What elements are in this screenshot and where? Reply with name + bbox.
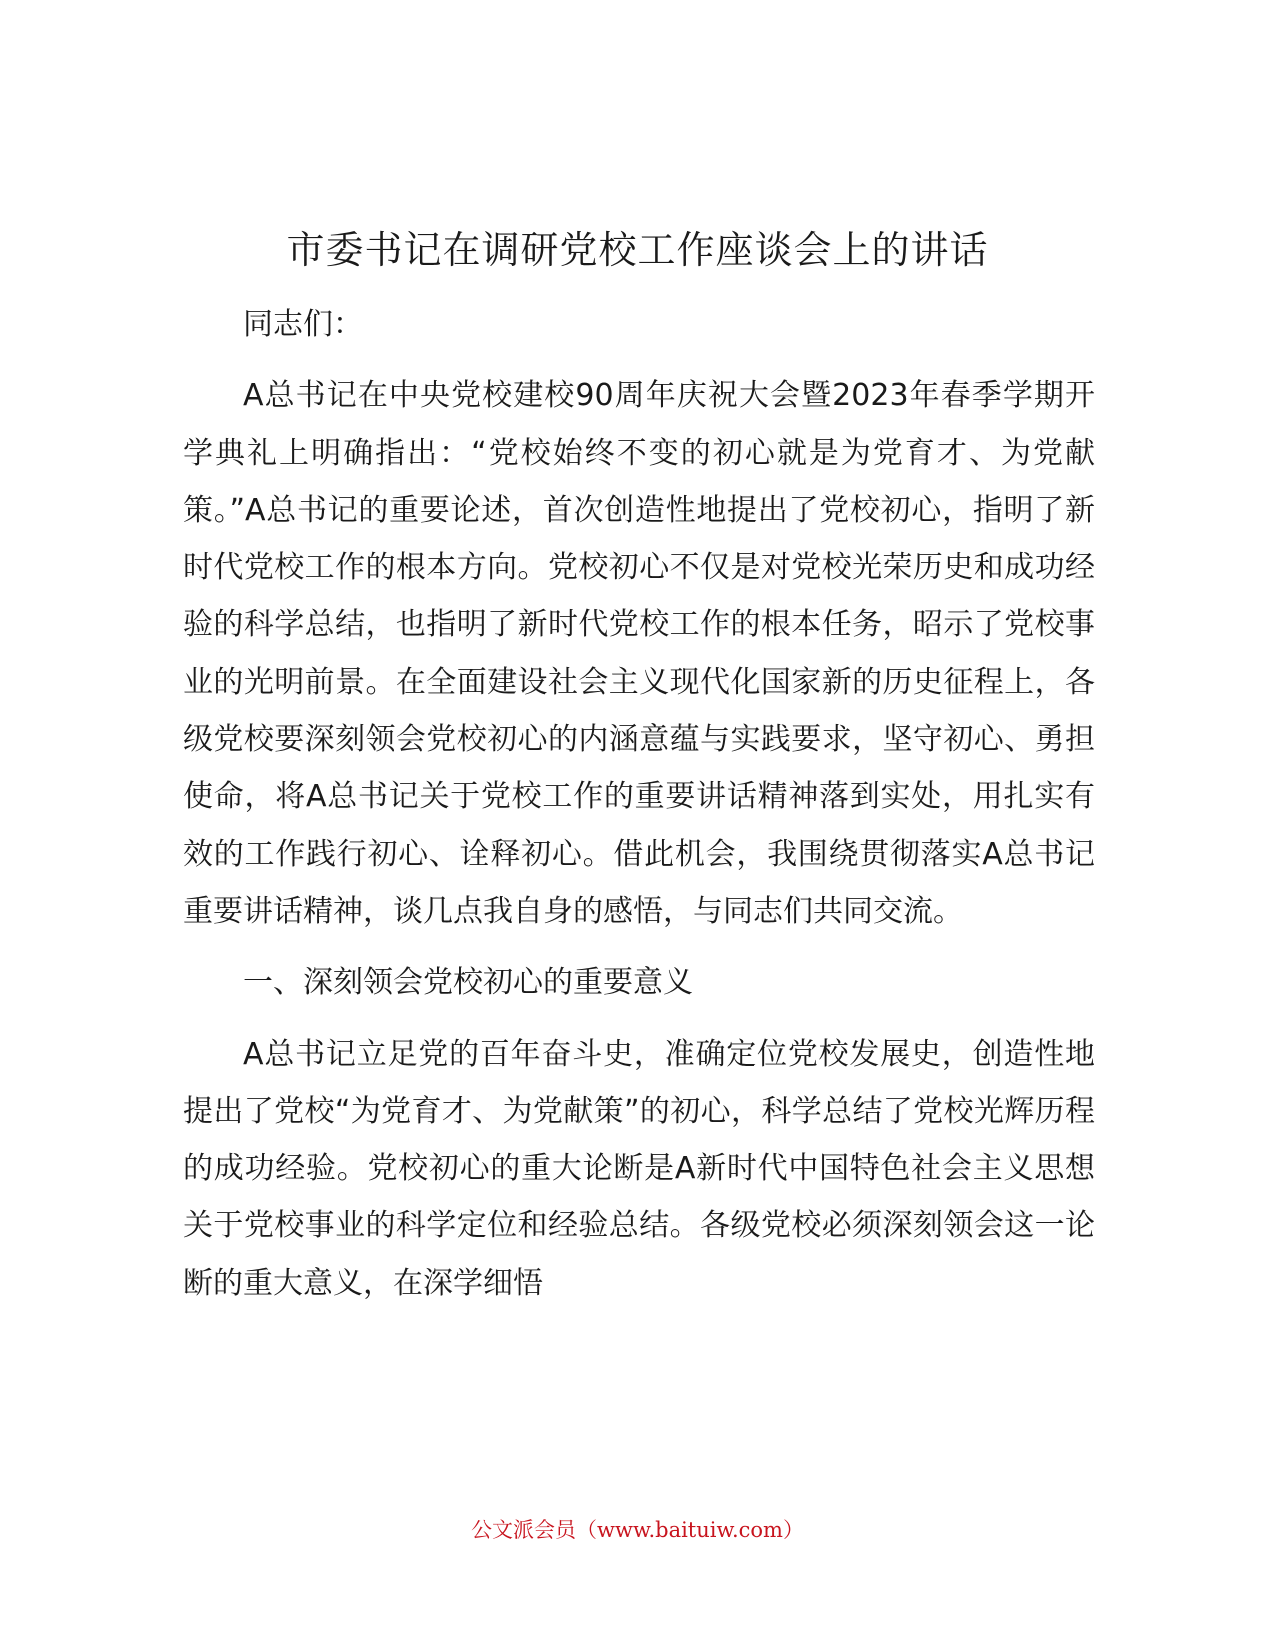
body-paragraph: A总书记在中央党校建校90周年庆祝大会暨2023年春季学期开学典礼上明确指出：“党校始终不变的初心就是为党育才、为党献策。”A总书记的重要论述，首次创造性地提出了党校初心，指明了新时代党校工作的根本方向。党校初心不仅是对党校光荣历史和成功经验的科学总结，也指明了新时代党校工作的根本任务，昭示了党校事业的光明前景。在全面建设社会主义现代化国家新的历史征程上，各级党校要深刻领会党校初心的内涵意蕴与实践要求，坚守初心、勇担使命，将A总书记关于党校工作的重要讲话精神落到实处，用扎实有效的工作践行初心、诠释初心。借此机会，我围绕贯彻落实A总书记重要讲话精神，谈几点我自身的感悟，与同志们共同交流。 xyxy=(183,378,1095,929)
section-heading: 一、深刻领会党校初心的重要意义 xyxy=(243,965,693,1001)
footer-watermark: 公文派会员（www.baituiw.com） xyxy=(471,1518,804,1542)
document-body xyxy=(183,296,1095,1312)
salutation: 同志们： xyxy=(243,307,363,342)
document-title: 市委书记在调研党校工作座谈会上的讲话 xyxy=(286,228,989,272)
body-paragraph: A总书记立足党的百年奋斗史，准确定位党校发展史，创造性地提出了党校“为党育才、为党献策”的初心，科学总结了党校光辉历程的成功经验。党校初心的重大论断是A新时代中国特色社会主义思想关于党校事业的科学定位和经验总结。各级党校必须深刻领会这一论断的重大意义，在深学细悟 xyxy=(183,1036,1095,1301)
